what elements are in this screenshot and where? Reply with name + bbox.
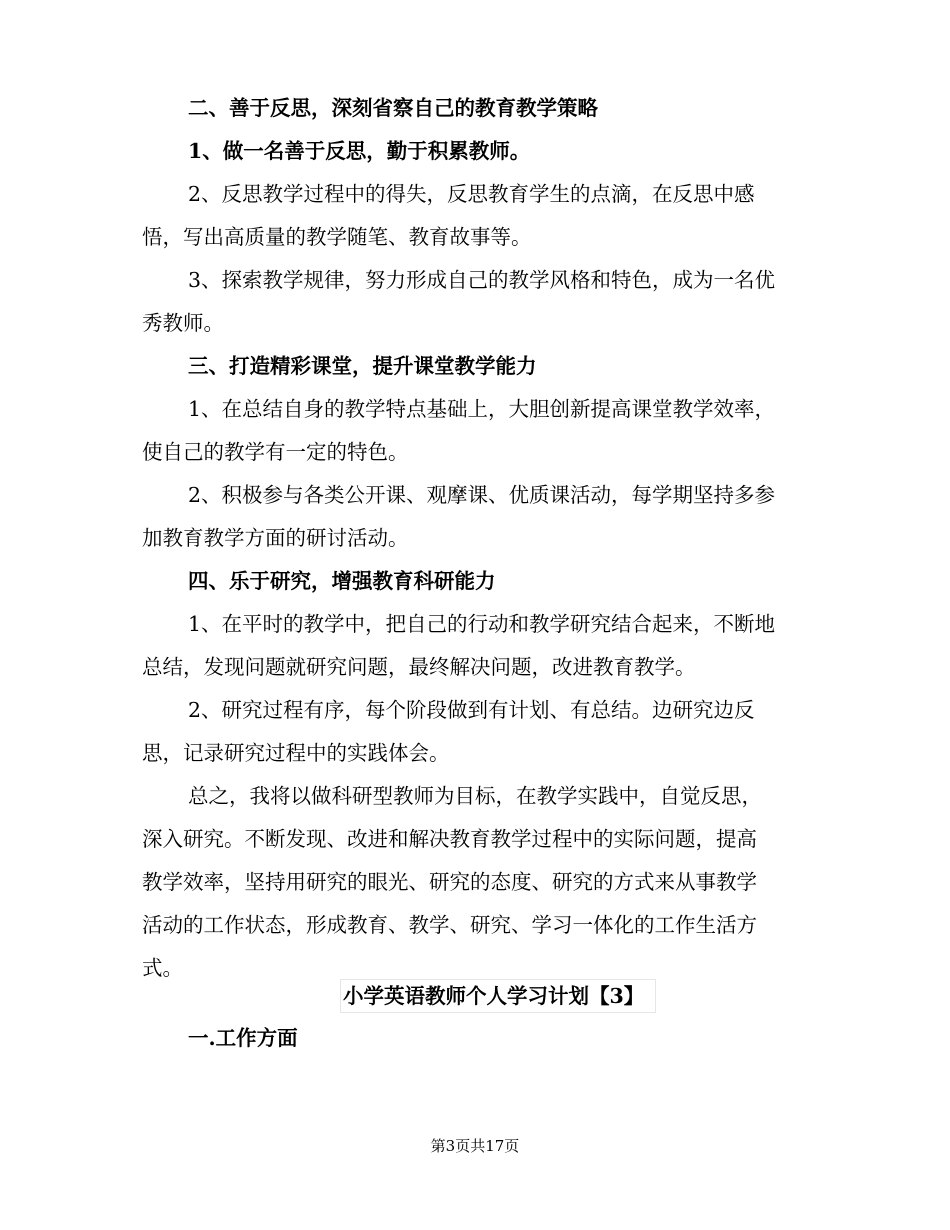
- section-title-box: [340, 979, 656, 1013]
- item-heading: 1、做一名善于反思，勤于积累教师。: [188, 139, 531, 163]
- paragraph-line: 活动的工作状态，形成教育、教学、研究、学习一体化的工作生活方: [142, 913, 757, 937]
- paragraph-line: 加教育教学方面的研讨活动。: [142, 526, 409, 550]
- paragraph-line: 1、在平时的教学中，把自己的行动和教学研究结合起来，不断地: [188, 612, 776, 636]
- section-heading-2: 二、善于反思，深刻省察自己的教育教学策略: [188, 96, 598, 120]
- subheading-work: 一.工作方面: [188, 1026, 298, 1050]
- paragraph-line: 深入研究。不断发现、改进和解决教育教学过程中的实际问题，提高: [142, 827, 757, 851]
- page-footer: 第3页共17页: [430, 1137, 520, 1155]
- paragraph-line: 使自己的教学有一定的特色。: [142, 440, 409, 464]
- paragraph-line: 教学效率，坚持用研究的眼光、研究的态度、研究的方式来从事教学: [142, 870, 757, 894]
- paragraph-line: 3、探索教学规律，努力形成自己的教学风格和特色，成为一名优: [188, 268, 776, 292]
- paragraph-line: 悟，写出高质量的教学随笔、教育故事等。: [142, 225, 532, 249]
- paragraph-line: 式。: [142, 956, 183, 980]
- paragraph-line: 2、研究过程有序，每个阶段做到有计划、有总结。边研究边反: [188, 698, 755, 722]
- paragraph-line: 思，记录研究过程中的实践体会。: [142, 741, 450, 765]
- section-heading-4: 四、乐于研究，增强教育科研能力: [188, 569, 496, 593]
- section-heading-3: 三、打造精彩课堂，提升课堂教学能力: [188, 354, 537, 378]
- paragraph-line: 秀教师。: [142, 311, 224, 335]
- paragraph-line: 2、反思教学过程中的得失，反思教育学生的点滴，在反思中感: [188, 182, 755, 206]
- paragraph-line: 2、积极参与各类公开课、观摩课、优质课活动，每学期坚持多参: [188, 483, 776, 507]
- paragraph-line: 总之，我将以做科研型教师为目标，在教学实践中，自觉反思，: [188, 784, 762, 808]
- paragraph-line: 总结，发现问题就研究问题，最终解决问题，改进教育教学。: [142, 655, 696, 679]
- section-title: 小学英语教师个人学习计划【3】: [343, 984, 645, 1008]
- paragraph-line: 1、在总结自身的教学特点基础上，大胆创新提高课堂教学效率，: [188, 397, 776, 421]
